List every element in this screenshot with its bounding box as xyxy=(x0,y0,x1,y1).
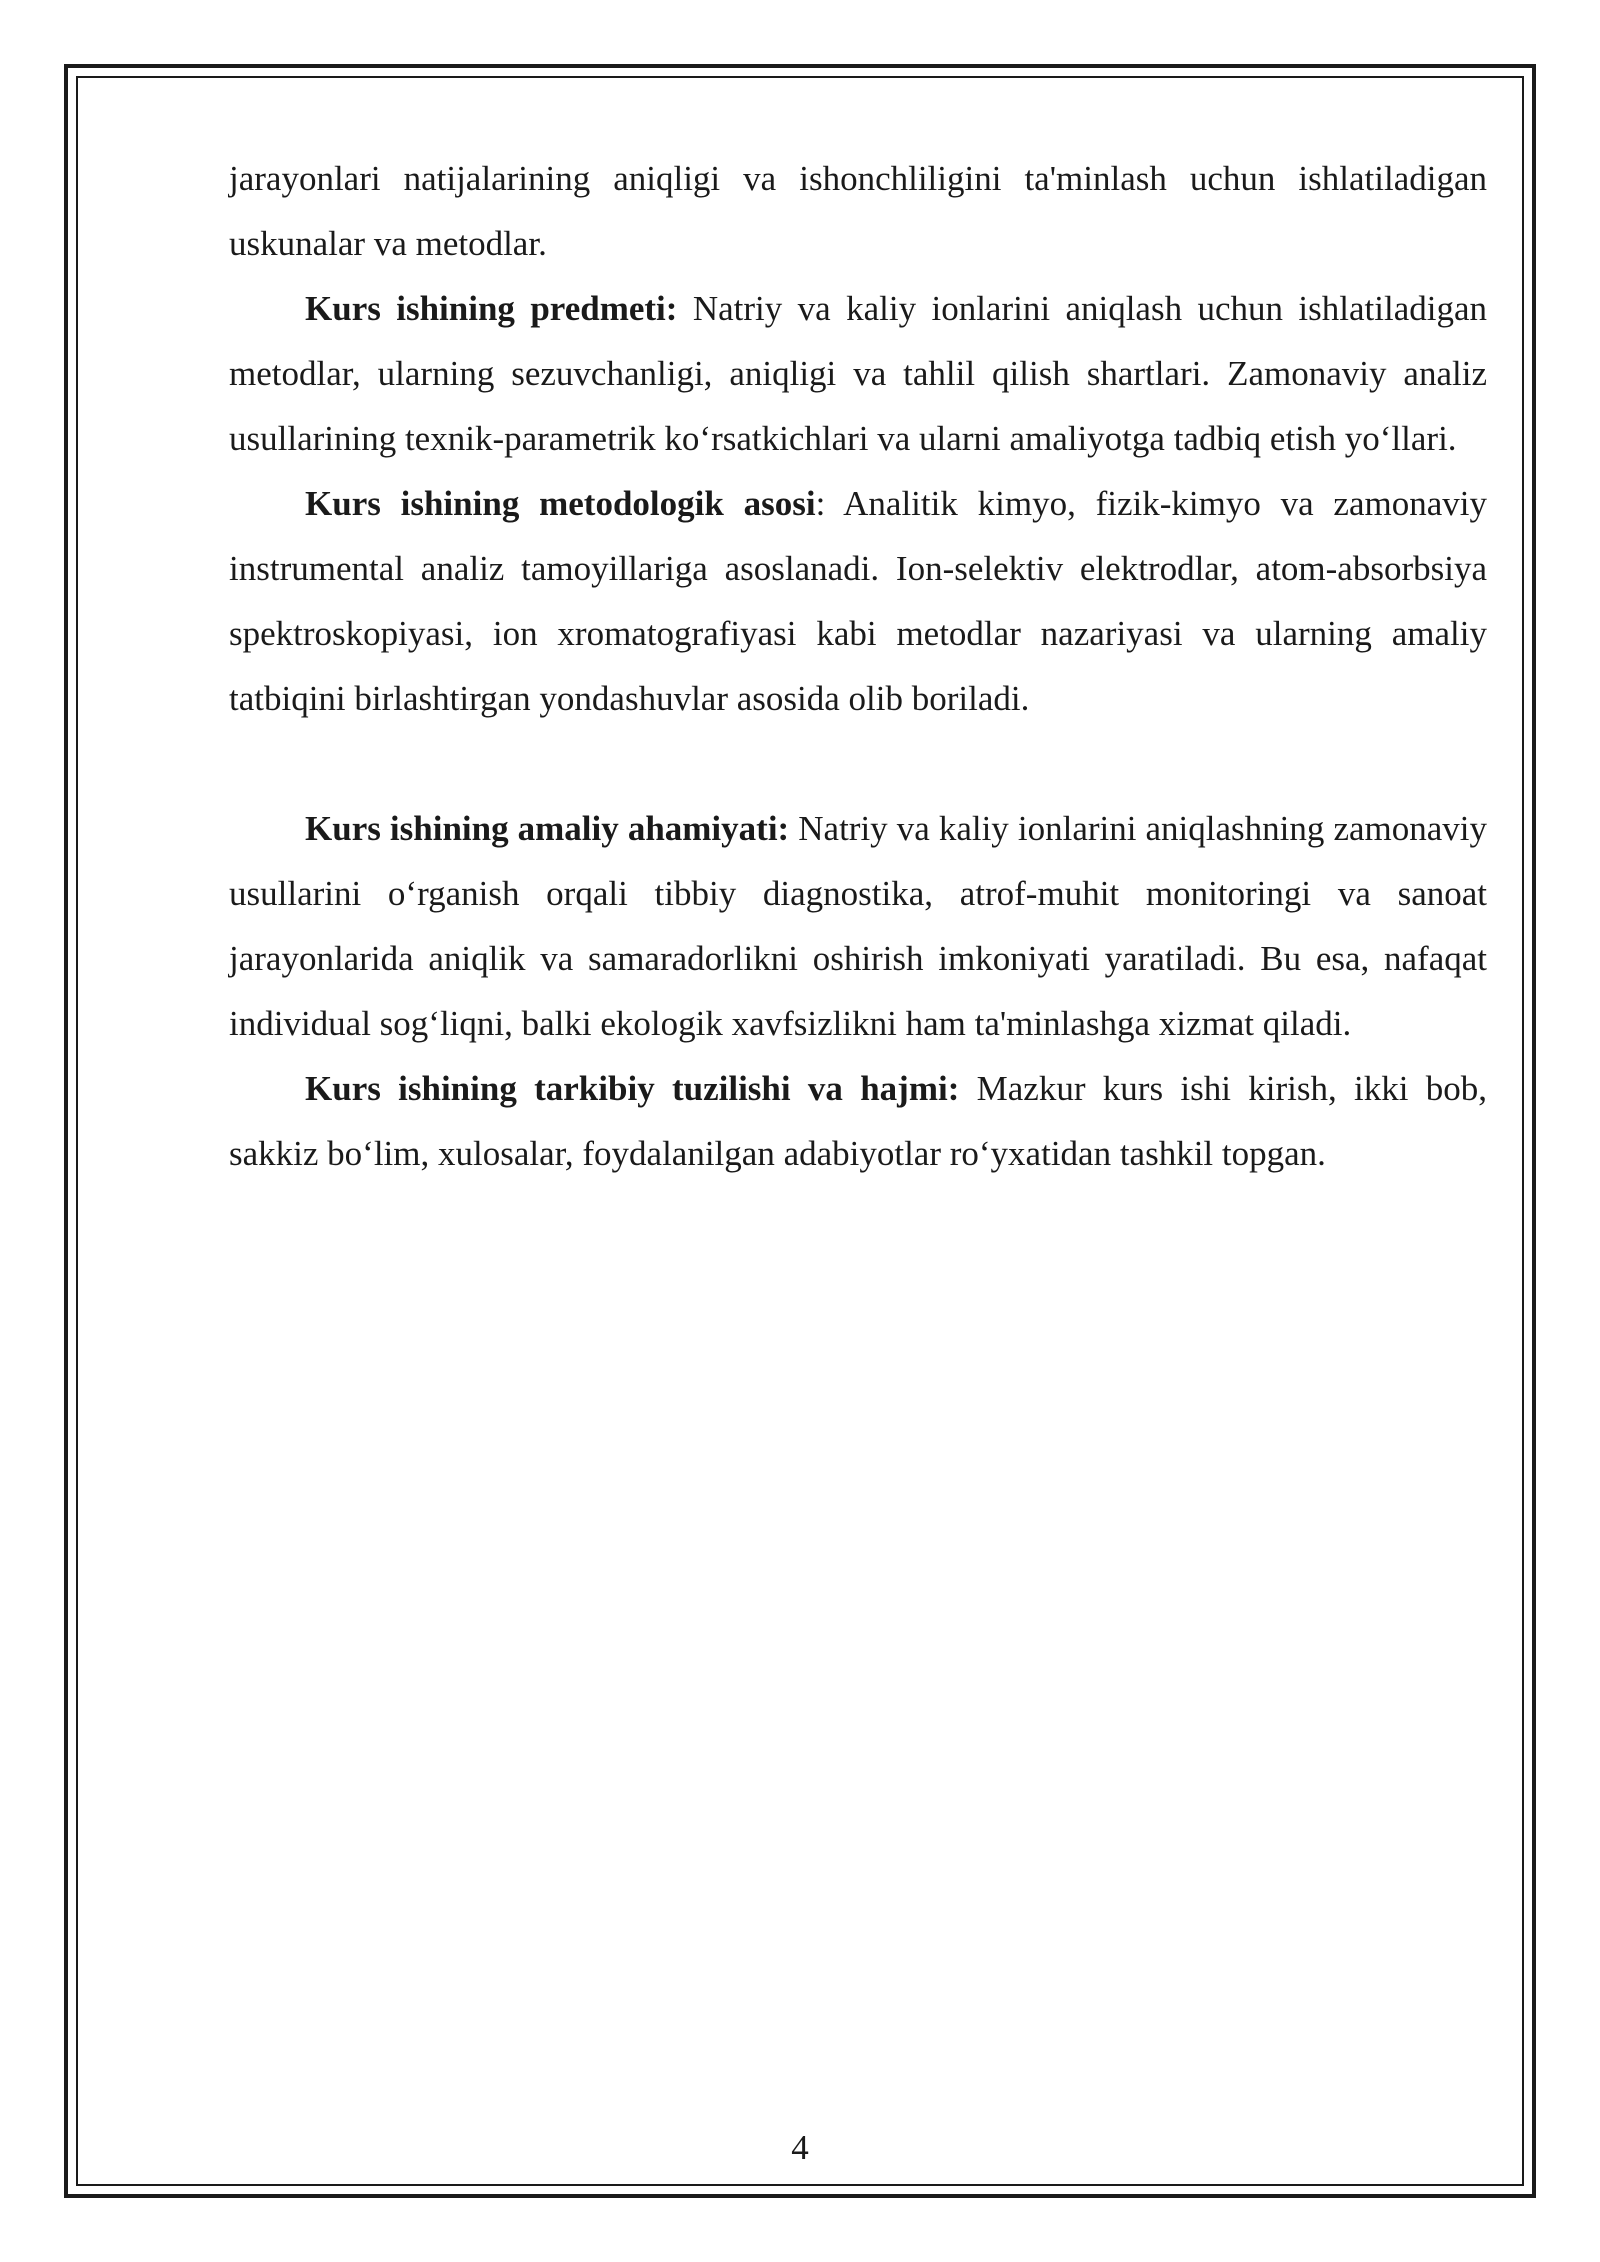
paragraph-text: jarayonlari natijalarining aniqligi va ishonchliligini ta'minlash uchun ishlatiladigan uskunalar va metodlar. xyxy=(229,159,1487,263)
paragraph-continuation xyxy=(229,146,1487,276)
paragraph-text: Mazkur kurs ishi kirish, ikki bob, sakkiz bo‘lim, xulosalar, foydalanilgan adabiyotlar ro‘yxatidan tashkil topgan. xyxy=(229,1069,1487,1173)
paragraph-text: : Analitik kimyo, fizik-kimyo va zamonaviy instrumental analiz tamoyillariga asoslanadi. Ion-selektiv elektrodlar, atom-absorbsiya spektroskopiyasi, ion xromatografiyasi kabi metodlar nazariyasi va ularning amaliy tatbiqini birlashtirgan yondashuvlar asosida olib boriladi. xyxy=(229,484,1487,718)
paragraph-heading: Kurs ishining metodologik asosi xyxy=(305,484,816,523)
paragraph-predmeti xyxy=(229,276,1487,471)
page-number: 4 xyxy=(791,2128,809,2167)
paragraph-text: Natriy va kaliy ionlarini aniqlashning zamonaviy usullarini o‘rganish orqali tibbiy diagnostika, atrof-muhit monitoringi va sanoat jarayonlarida aniqlik va samaradorlikni oshirish imkoniyati yaratiladi. Bu esa, nafaqat individual sog‘liqni, balki ekologik xavfsizlikni ham ta'minlashga xizmat qiladi. xyxy=(229,809,1487,1043)
paragraph-heading: Kurs ishining predmeti: xyxy=(305,289,678,328)
paragraph-heading: Kurs ishining amaliy ahamiyati: xyxy=(305,809,790,848)
paragraph-amaliy-ahamiyati xyxy=(229,796,1487,1056)
paragraph-tarkibiy-tuzilishi xyxy=(229,1056,1487,1186)
paragraph-heading: Kurs ishining tarkibiy tuzilishi va hajmi: xyxy=(305,1069,960,1108)
paragraph-text: Natriy va kaliy ionlarini aniqlash uchun ishlatiladigan metodlar, ularning sezuvchanligi, aniqligi va tahlil qilish shartlari. Zamonaviy analiz usullarining texnik-parametrik ko‘rsatkichlari va ularni amaliyotga tadbiq etish yo‘llari. xyxy=(229,289,1487,458)
paragraph-metodologik-asosi xyxy=(229,471,1487,731)
document-body xyxy=(229,146,1487,1186)
